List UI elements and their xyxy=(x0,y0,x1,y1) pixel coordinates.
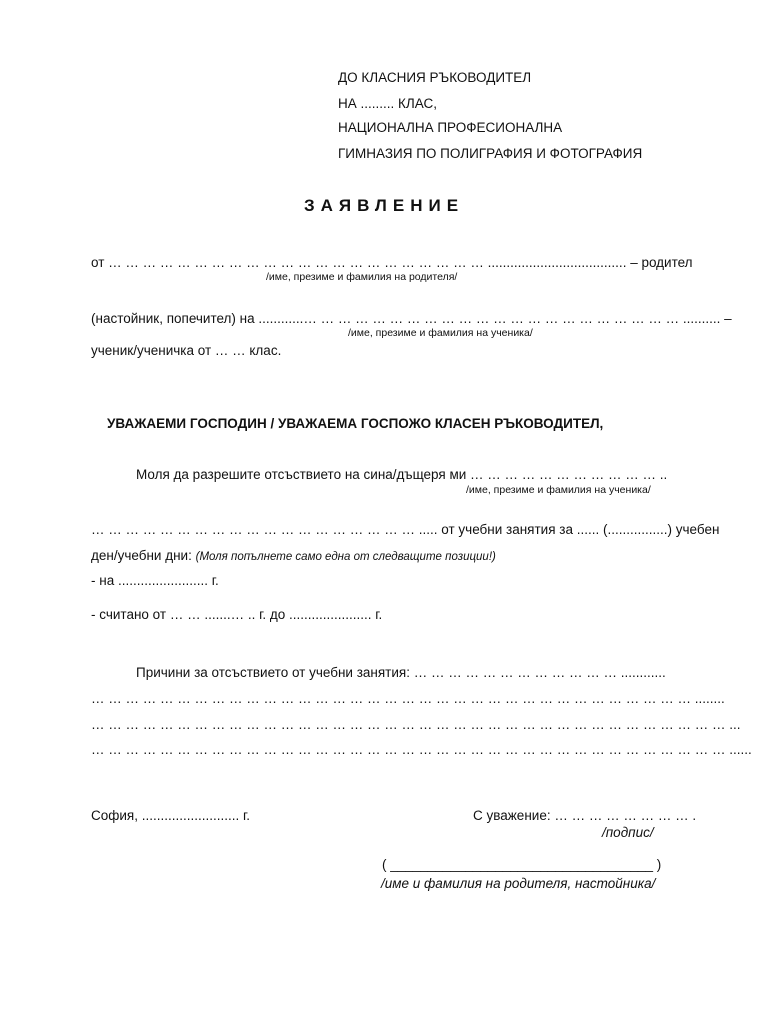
reasons-line-1: Причини за отсъствието от учебни занятия: … … … … … … … … … … … … ............ xyxy=(136,665,666,680)
place-and-date: София, .......................... г. xyxy=(91,808,251,823)
days-label: ден/учебни дни: xyxy=(91,548,192,563)
student-class-line: ученик/ученичка от … … клас. xyxy=(91,343,282,358)
respect-signature-line: С уважение: … … … … … … … … . xyxy=(473,808,697,823)
document-title: ЗАЯВЛЕНИЕ xyxy=(303,196,465,215)
request-line-1: Моля да разрешите отсъствието на сина/дъщеря ми … … … … … … … … … … … .. xyxy=(136,467,668,482)
guardian-line: (настойник, попечител) на ............… … … … … … … … … … … … … … … … … … … … … … .......... – xyxy=(91,311,732,326)
reasons-line-3: … … … … … … … … … … … … … … … … … … … … … … … … … … … … … … … … … … … … … ... xyxy=(91,717,741,732)
parent-name-line: ( ___________________________________ ) xyxy=(382,857,662,872)
reasons-line-4: … … … … … … … … … … … … … … … … … … … … … … … … … … … … … … … … … … … … … ...... xyxy=(91,742,752,757)
choose-one-note: (Моля попълнете само една от следващите позиции!) xyxy=(195,551,496,563)
request-student-hint: /име, презиме и фамилия на ученика/ xyxy=(466,484,651,496)
request-line-3 xyxy=(91,549,496,564)
signature-hint: /подпис/ xyxy=(602,825,654,840)
salutation: УВАЖАЕМИ ГОСПОДИН / УВАЖАЕМА ГОСПОЖО КЛАСЕН РЪКОВОДИТЕЛ, xyxy=(107,416,604,431)
option-date-range: - считано от … … .......… .. г. до ...................... г. xyxy=(91,607,383,622)
student-name-hint: /име, презиме и фамилия на ученика/ xyxy=(348,327,533,339)
parent-name-hint: /име, презиме и фамилия на родителя/ xyxy=(266,271,458,283)
from-line: от … … … … … … … … … … … … … … … … … … … … … … ..................................... – родител xyxy=(91,255,693,270)
request-line-2: … … … … … … … … … … … … … … … … … … … ..... от учебни занятия за ...... (................) учебен xyxy=(91,522,720,537)
addressee-line-4: ГИМНАЗИЯ ПО ПОЛИГРАФИЯ И ФОТОГРАФИЯ xyxy=(338,146,643,161)
addressee-line-1: ДО КЛАСНИЯ РЪКОВОДИТЕЛ xyxy=(338,70,532,85)
parent-name-footer-hint: /име и фамилия на родителя, настойника/ xyxy=(381,876,656,891)
addressee-line-2: НА ......... КЛАС, xyxy=(338,96,437,111)
addressee-line-3: НАЦИОНАЛНА ПРОФЕСИОНАЛНА xyxy=(338,120,563,135)
reasons-line-2: … … … … … … … … … … … … … … … … … … … … … … … … … … … … … … … … … … … ........ xyxy=(91,691,725,706)
option-single-date: - на ........................ г. xyxy=(91,573,219,588)
